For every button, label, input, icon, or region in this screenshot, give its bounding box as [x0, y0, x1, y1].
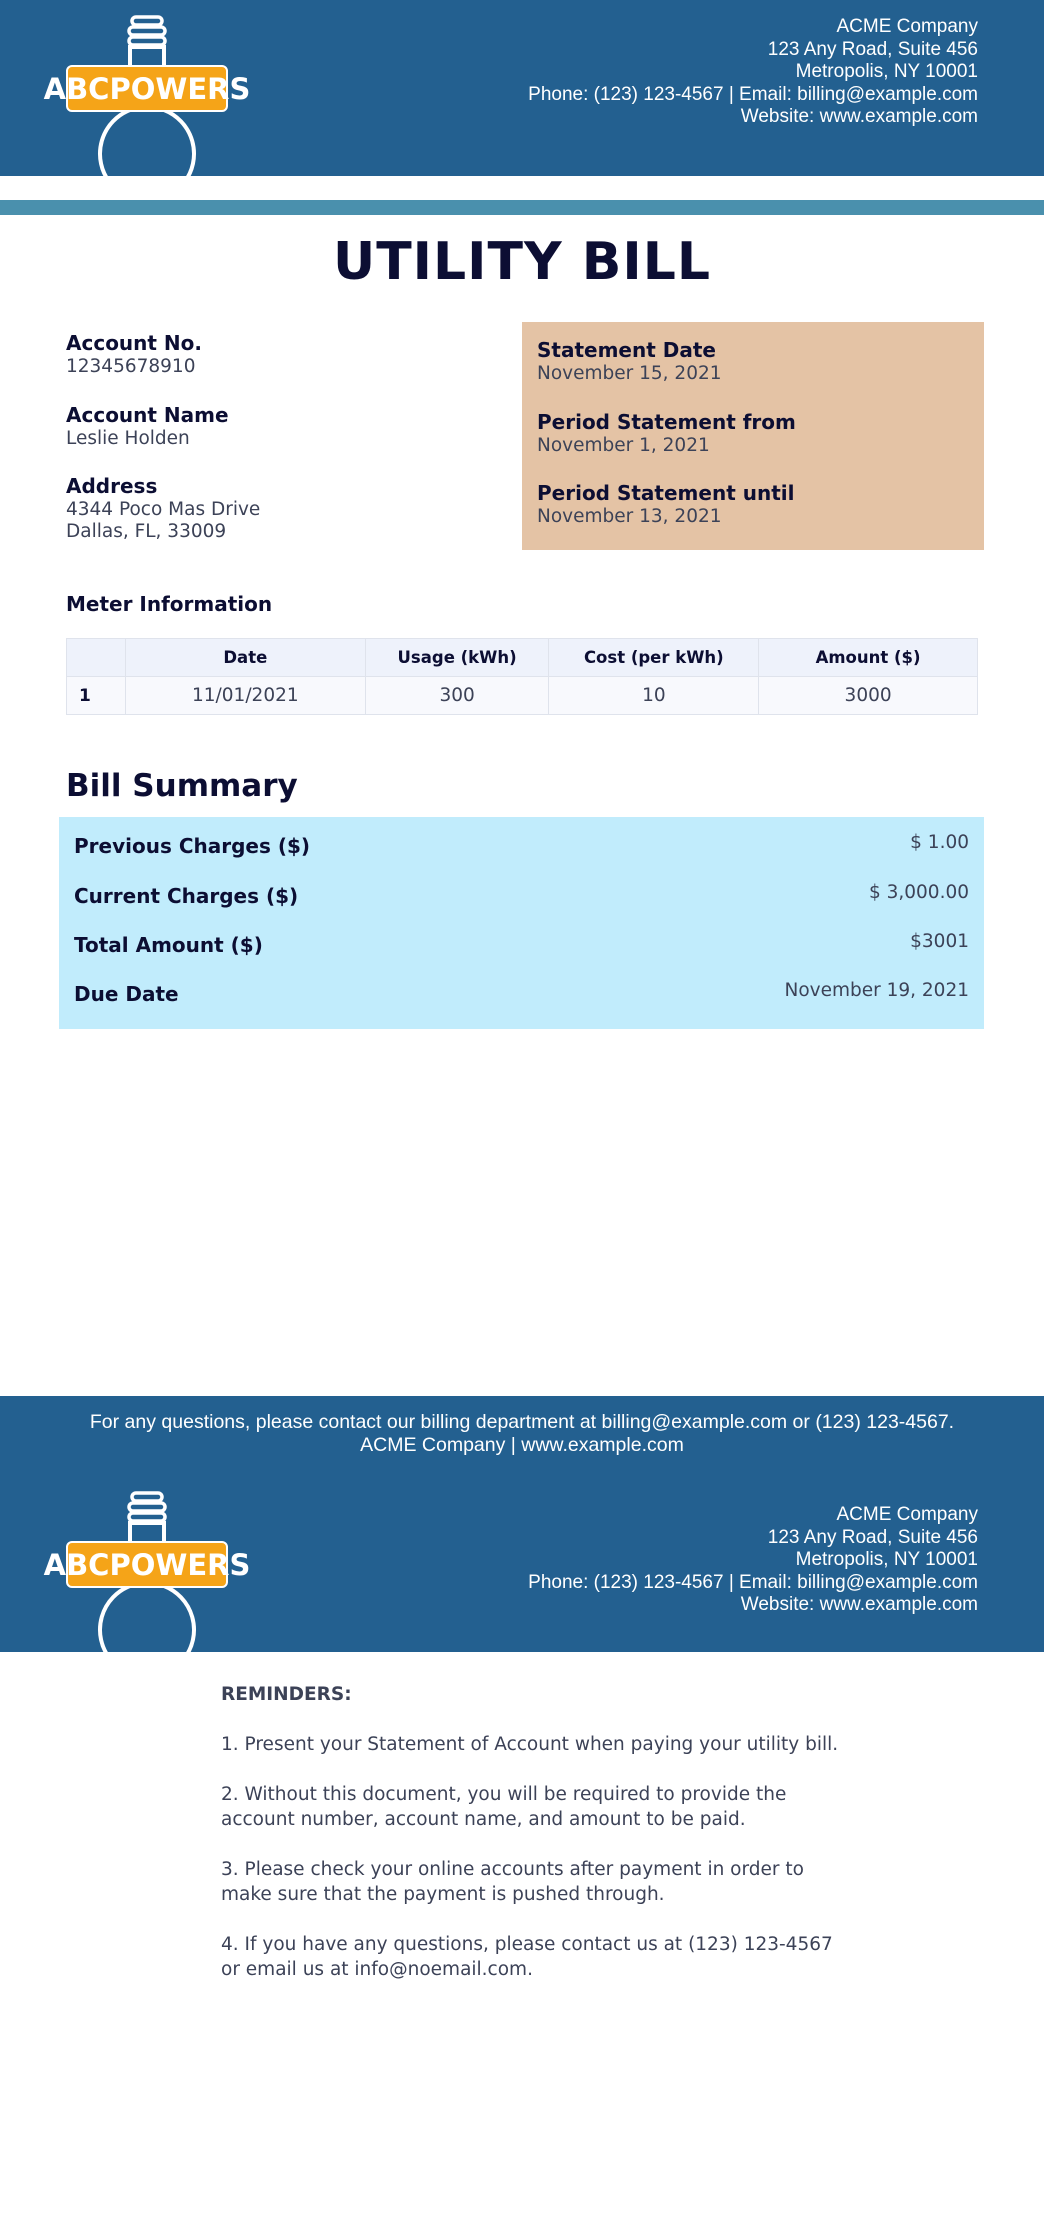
account-number-label: Account No.	[66, 331, 203, 355]
list-item: 1. Present your Statement of Account when paying your utility bill.	[221, 1734, 839, 1755]
divider-stripe	[0, 200, 1044, 215]
previous-charges-label: Previous Charges ($)	[74, 834, 311, 858]
period-from-label: Period Statement from	[537, 410, 796, 434]
company-contact: Phone: (123) 123-4567 | Email: billing@example.com	[528, 83, 978, 105]
lightbulb-icon	[43, 16, 251, 156]
bill-summary-title: Bill Summary	[66, 768, 298, 804]
meter-header-usage: Usage (kWh)	[365, 639, 549, 677]
lightbulb-icon	[43, 1492, 251, 1632]
footer-company-logo	[43, 1492, 251, 1632]
reminders-section	[221, 1682, 841, 2007]
footer	[0, 1396, 1044, 1652]
svg-text:ABCPOWERS: ABCPOWERS	[43, 1548, 251, 1582]
top-header	[0, 0, 1044, 176]
meter-cell-amount: 3000	[759, 677, 978, 715]
total-amount-label: Total Amount ($)	[74, 933, 263, 957]
meter-header-amount: Amount ($)	[759, 639, 978, 677]
footer-company-address-line2: Metropolis, NY 10001	[795, 1549, 978, 1570]
footer-company-contact: Phone: (123) 123-4567 | Email: billing@example.com	[528, 1571, 978, 1593]
account-name-value: Leslie Holden	[66, 428, 190, 449]
meter-cell-cost: 10	[549, 677, 759, 715]
account-name-label: Account Name	[66, 403, 229, 427]
due-date-row	[74, 980, 969, 1010]
meter-header-date: Date	[125, 639, 365, 677]
svg-text:ABCPOWERS: ABCPOWERS	[43, 72, 251, 106]
page-title: UTILITY BILL	[332, 232, 711, 292]
footer-note	[0, 1411, 1044, 1457]
total-amount-row	[74, 931, 969, 961]
statement-date-block	[537, 337, 722, 385]
company-info	[528, 16, 978, 129]
account-name-block	[66, 402, 486, 450]
list-item: 4. If you have any questions, please contact us at (123) 123-4567 or email us at info@noemail.com.	[221, 1934, 833, 1980]
table-row	[67, 677, 978, 715]
company-logo	[43, 16, 251, 156]
due-date-value: November 19, 2021	[784, 980, 969, 1001]
company-name: ACME Company	[836, 16, 978, 37]
meter-cell-date: 11/01/2021	[125, 677, 365, 715]
address-label: Address	[66, 474, 158, 498]
meter-info-title: Meter Information	[66, 592, 273, 616]
period-until-value: November 13, 2021	[537, 506, 722, 527]
footer-company-address-line1: 123 Any Road, Suite 456	[767, 1526, 978, 1548]
meter-cell-index: 1	[67, 677, 126, 715]
address-line1: 4344 Poco Mas Drive	[66, 499, 261, 520]
current-charges-row	[74, 882, 969, 912]
period-until-label: Period Statement until	[537, 481, 795, 505]
current-charges-value: $ 3,000.00	[868, 882, 969, 903]
footer-company-name: ACME Company	[836, 1504, 978, 1525]
company-address-line2: Metropolis, NY 10001	[795, 61, 978, 82]
list-item: 3. Please check your online accounts after payment in order to make sure that the payment is pushed through.	[221, 1859, 804, 1905]
address-line2: Dallas, FL, 33009	[66, 521, 227, 542]
previous-charges-row	[74, 832, 969, 862]
company-address-line1: 123 Any Road, Suite 456	[767, 38, 978, 60]
meter-header-index	[67, 639, 126, 677]
statement-date-label: Statement Date	[537, 338, 716, 362]
due-date-label: Due Date	[74, 982, 179, 1006]
list-item: 2. Without this document, you will be required to provide the account number, account name, and amount to be paid.	[221, 1784, 787, 1830]
account-number-block	[66, 330, 486, 378]
period-until-block	[537, 480, 794, 528]
account-number-value: 12345678910	[66, 356, 196, 377]
meter-cell-usage: 300	[365, 677, 549, 715]
previous-charges-value: $ 1.00	[910, 832, 969, 853]
current-charges-label: Current Charges ($)	[74, 884, 299, 908]
meter-header-cost: Cost (per kWh)	[549, 639, 759, 677]
footer-note-line1: For any questions, please contact our billing department at billing@example.com or (123) 123-4567.	[89, 1411, 955, 1433]
period-from-block	[537, 409, 796, 457]
footer-company-info	[528, 1504, 978, 1617]
statement-box	[522, 322, 984, 550]
period-from-value: November 1, 2021	[537, 435, 710, 456]
company-website: Website: www.example.com	[740, 106, 978, 127]
footer-note-line2: ACME Company | www.example.com	[360, 1434, 684, 1456]
total-amount-value: $3001	[910, 931, 969, 952]
address-block	[66, 473, 486, 543]
meter-header-row	[67, 639, 978, 677]
bill-summary-box	[59, 817, 984, 1029]
meter-table	[66, 638, 978, 715]
footer-company-website: Website: www.example.com	[740, 1594, 978, 1615]
statement-date-value: November 15, 2021	[537, 363, 722, 384]
reminders-title: REMINDERS:	[221, 1684, 352, 1705]
